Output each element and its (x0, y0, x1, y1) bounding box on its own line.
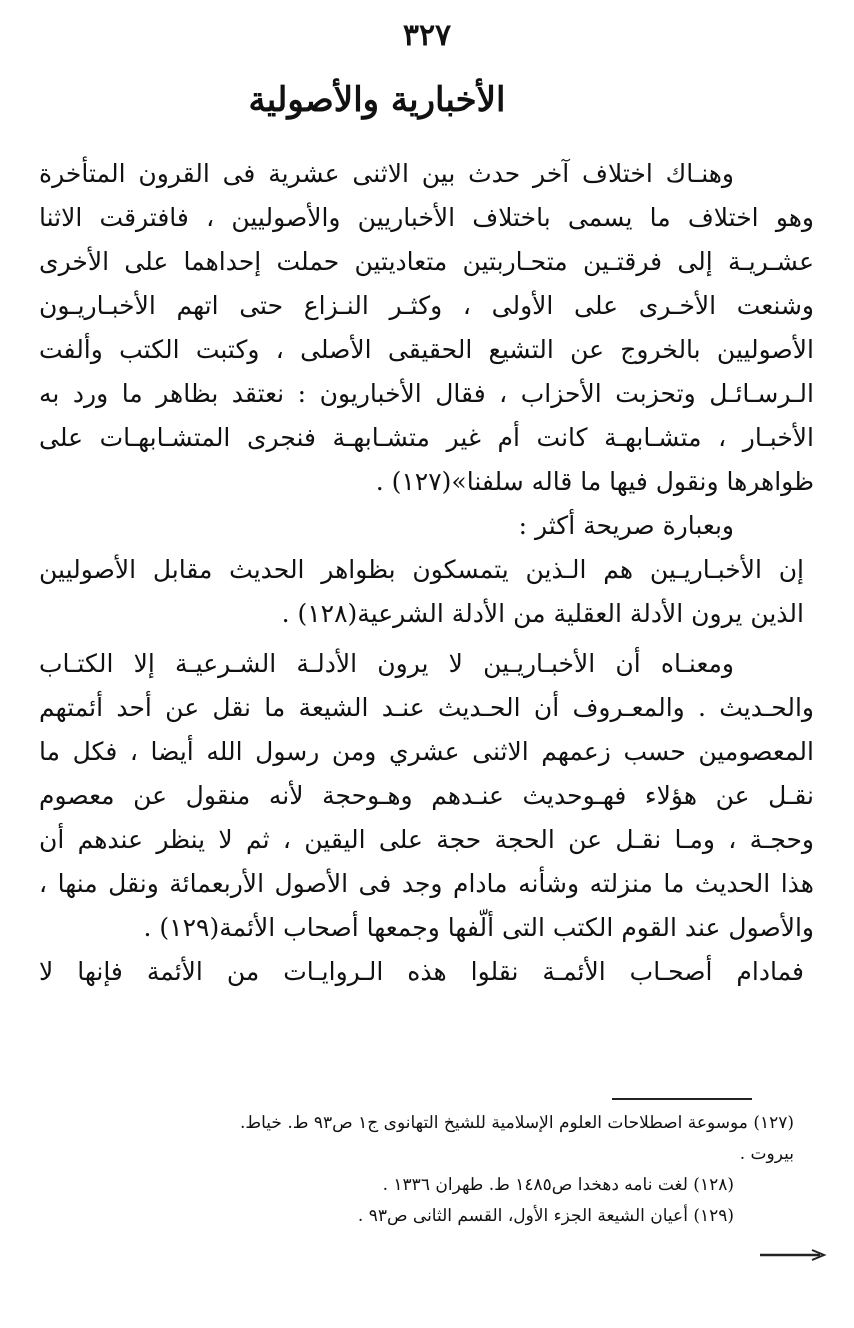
footnotes (54, 1108, 794, 1232)
text-line: وهو اختلاف ما يسمى باختلاف الأخباريين والأصوليين ، فافترقت الاثنا (39, 203, 814, 232)
text-line: هذا الحديث ما منزلته وشأنه مادام وجد فى الأصول الأربعمائة ونقل منها ، (39, 869, 814, 898)
footnote-128: (١٢٨) لغت نامه دهخدا ص١٤٨٥ ط. طهران ١٣٣٦ . (382, 1175, 734, 1195)
footnote-129: (١٢٩) أعيان الشيعة الجزء الأول، القسم الثانى ص٩٣ . (357, 1206, 734, 1226)
text-line: ظواهرها ونقول فيها ما قاله سلفنا»(١٢٧) . (375, 467, 814, 496)
text-line: إن الأخبـاريـين هم الـذين يتمسكون بظواهر الحديث مقابل الأصوليين (39, 555, 804, 584)
footnote-127-continued: بيروت . (739, 1144, 794, 1164)
text-line: نقـل عن هؤلاء فهـوحديث عنـدهم وهـوحجة لأنه منقول عن معصوم (39, 781, 814, 810)
text-line: فمادام أصحـاب الأئمـة نقلوا هذه الـروايـات من الأئمة فإنها لا (39, 957, 804, 986)
continuation-arrow-icon (758, 1248, 828, 1262)
text-line: المعصومين حسب زعمهم الاثنى عشري ومن رسول الله أيضا ، فكل ما (39, 737, 814, 766)
text-line: وهنـاك اختلاف آخر حدث بين الاثنى عشرية فى القرون المتأخرة (39, 159, 734, 188)
text-line: ومعنـاه أن الأخبـاريـين لا يرون الأدلـة الشـرعيـة إلا الكتـاب (39, 649, 734, 678)
text-line: الأخبـار ، متشـابهـة كانت أم غير متشـابهـة فنجرى المتشـابهـات على (39, 423, 814, 452)
text-line: وبعبارة صريحة أكثر : (518, 511, 734, 540)
text-line: عشـريـة إلى فرقتـين متحـاربتين متعاديتين حملت إحداهما على الأخرى (39, 247, 814, 276)
footnote-separator (612, 1098, 752, 1100)
text-line: الأصوليين بالخروج عن التشيع الحقيقى الأصلى ، وكتبت الكتب وألفت (39, 335, 814, 364)
page-number: ٣٢٧ (402, 18, 452, 53)
text-line: الـرسـائـل وتحزبت الأحزاب ، فقال الأخباريون : نعتقد بظاهر ما ورد به (39, 379, 814, 408)
text-line: والحـديث . والمعـروف أن الحـديث عنـد الشيعة ما نقل عن أحد أئمتهم (39, 693, 814, 722)
text-line: وحجـة ، ومـا نقـل عن الحجة حجة على اليقين ، ثم لا ينظر عندهم أن (39, 825, 814, 854)
body-text (39, 152, 814, 994)
text-line: والأصول عند القوم الكتب التى ألّفها وجمعها أصحاب الأئمة(١٢٩) . (143, 913, 814, 942)
text-line: الذين يرون الأدلة العقلية من الأدلة الشرعية(١٢٨) . (281, 599, 804, 628)
chapter-title: الأخبارية والأصولية (248, 80, 506, 120)
footnote-127: (١٢٧) موسوعة اصطلاحات العلوم الإسلامية للشيخ التهانوى ج١ ص٩٣ ط. خياط. (240, 1113, 794, 1133)
text-line: وشنعت الأخـرى على الأولى ، وكثـر النـزاع حتى اتهم الأخبـاريـون (39, 291, 814, 320)
